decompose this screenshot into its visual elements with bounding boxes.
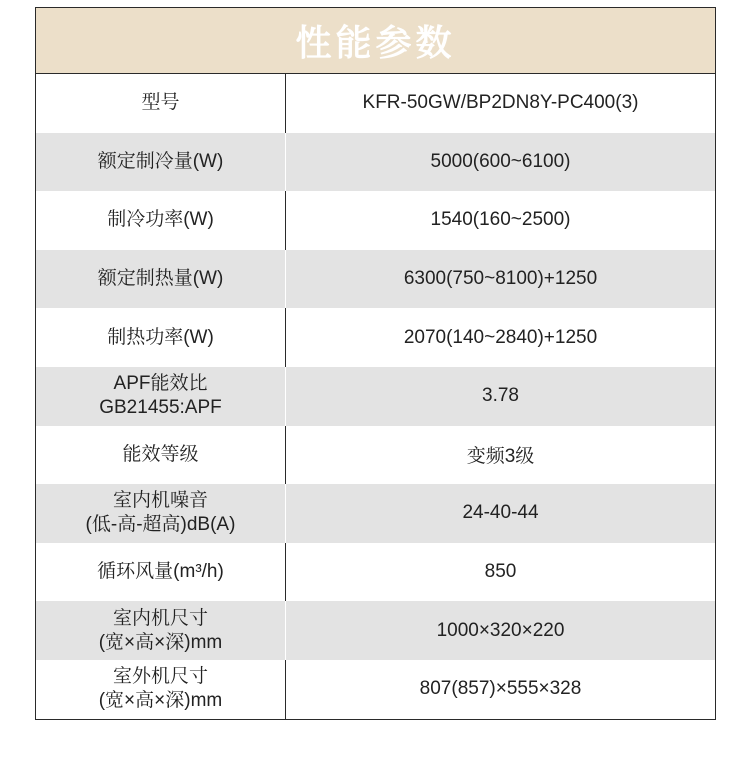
table-row-apf [36, 367, 715, 426]
row-label [36, 191, 286, 250]
table-row-outdoor-size [36, 660, 715, 719]
row-value: 5000(600~6100) [430, 150, 571, 172]
row-value: 1540(160~2500) [430, 209, 571, 231]
row-label [36, 367, 286, 426]
row-label-line: 型号 [141, 92, 180, 114]
row-value: KFR-50GW/BP2DN8Y-PC400(3) [362, 92, 639, 114]
row-label-line: 制热功率(W) [107, 326, 214, 348]
table-row-efficiency-grade [36, 426, 715, 485]
row-label [36, 308, 286, 367]
table-row-indoor-noise [36, 484, 715, 543]
row-label [36, 250, 286, 309]
row-label-line: (宽×高×深)mm [98, 690, 223, 712]
row-value: 3.78 [482, 385, 519, 407]
row-label-line: 额定制热量(W) [97, 268, 224, 290]
row-label-line: (宽×高×深)mm [98, 631, 223, 653]
table-row-airflow [36, 543, 715, 602]
row-value: 1000×320×220 [436, 619, 565, 641]
row-label-line: GB21455:APF [99, 397, 222, 419]
table-row-rated-cooling [36, 133, 715, 192]
row-label [36, 74, 286, 133]
row-label [36, 660, 286, 719]
table-row-model [36, 74, 715, 133]
page-title: 性能参数 [295, 23, 456, 64]
row-label [36, 133, 286, 192]
row-label-line: 能效等级 [122, 443, 199, 465]
row-label [36, 601, 286, 660]
row-label-line: (低-高-超高)dB(A) [85, 514, 236, 536]
row-value: 850 [484, 561, 517, 583]
row-value: 24-40-44 [462, 502, 539, 524]
row-label [36, 543, 286, 602]
row-label-line: 室内机尺寸 [112, 607, 208, 629]
table-row-heating-power [36, 308, 715, 367]
row-value: 6300(750~8100)+1250 [403, 268, 598, 290]
row-label-line: 制冷功率(W) [107, 209, 214, 231]
table-row-indoor-size [36, 601, 715, 660]
title-bar [36, 8, 715, 74]
row-label [36, 484, 286, 543]
row-value: 2070(140~2840)+1250 [403, 326, 598, 348]
table-row-cooling-power [36, 191, 715, 250]
spec-table [35, 7, 716, 720]
row-label-line: 额定制冷量(W) [97, 150, 224, 172]
row-label-line: APF能效比 [113, 373, 208, 395]
row-label-line: 循环风量(m³/h) [97, 561, 224, 583]
row-value: 807(857)×555×328 [419, 678, 582, 700]
row-label-line: 室外机尺寸 [112, 666, 208, 688]
table-row-rated-heating [36, 250, 715, 309]
row-label [36, 426, 286, 485]
row-value: 变频3级 [466, 446, 535, 468]
row-label-line: 室内机噪音 [112, 490, 208, 512]
